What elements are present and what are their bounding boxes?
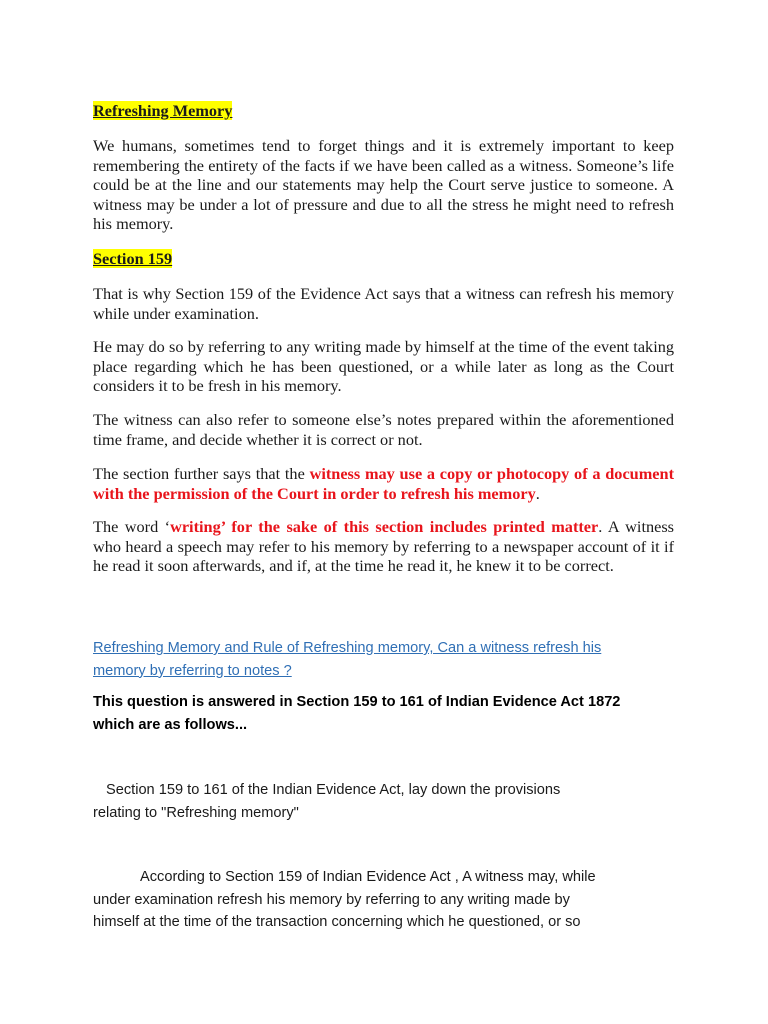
paragraph-writing-highlight: writing’ for the sake of this section includes printed matter (170, 517, 599, 536)
paragraph-someone-elses-notes: The witness can also refer to someone else’s notes prepared within the aforementioned time frame, and decide whether it is correct or not. (93, 410, 674, 449)
provisions-line-1: Section 159 to 161 of the Indian Evidence Act, lay down the provisions (106, 782, 561, 798)
heading-section-159-line (93, 249, 674, 269)
heading-refreshing-memory: Refreshing Memory (93, 101, 233, 120)
provisions-paragraph (93, 779, 674, 824)
section-159-paragraph (93, 866, 693, 934)
section-159-line-3: himself at the time of the transaction concerning which he questioned, or so (93, 914, 581, 930)
paragraph-section-159: That is why Section 159 of the Evidence Act says that a witness can refresh his memory while under examination. (93, 284, 674, 323)
related-link-line-2[interactable]: memory by referring to notes ? (93, 662, 292, 679)
paragraph-copy-after: . (535, 483, 540, 503)
bold-intro-line-2: which are as follows... (93, 716, 248, 733)
paragraph-writing-before: The word ‘ (93, 517, 171, 536)
paragraph-copy-highlight: witness may use a copy or photocopy of a document with the permission of the Court in order to refresh his memory (93, 464, 674, 503)
heading-section-159: Section 159 (93, 249, 173, 268)
section-159-line-1: According to Section 159 of Indian Evidence Act , A witness may, while (140, 869, 596, 885)
paragraph-copy-before: The section further says that the (93, 464, 310, 483)
related-link-line-1[interactable]: Refreshing Memory and Rule of Refreshing memory, Can a witness refresh his (93, 640, 602, 656)
paragraph-writing-definition (93, 517, 674, 576)
section-159-line-2: under examination refresh his memory by referring to any writing made by (93, 891, 570, 908)
bold-intro-paragraph (93, 691, 674, 736)
paragraph-copy-photocopy (93, 464, 674, 503)
paragraph-intro: We humans, sometimes tend to forget things and it is extremely important to keep remembering the entirety of the facts if we have been called as a witness. Someone’s life could be at the line and our statements may help the Court serve justice to someone. A witness may be under a lot of pressure and due to all the stress he might need to refresh his memory. (93, 136, 674, 234)
bold-intro-line-1: This question is answered in Section 159 to 161 of Indian Evidence Act 1872 (93, 694, 621, 710)
paragraph-writing-by-himself: He may do so by referring to any writing made by himself at the time of the event taking place regarding which he has been questioned, or a while later as long as the Court considers it to be fresh in his memory. (93, 337, 674, 396)
paragraph-writing-after: . A witness who heard a speech may refer to his memory by referring to a newspaper account of it if he read it soon afterwards, and if, at the time he read it, he knew it to be correct. (93, 517, 675, 576)
related-article-link[interactable] (93, 637, 674, 682)
provisions-line-2: relating to "Refreshing memory" (93, 804, 299, 821)
heading-refreshing-memory-line (93, 101, 674, 121)
